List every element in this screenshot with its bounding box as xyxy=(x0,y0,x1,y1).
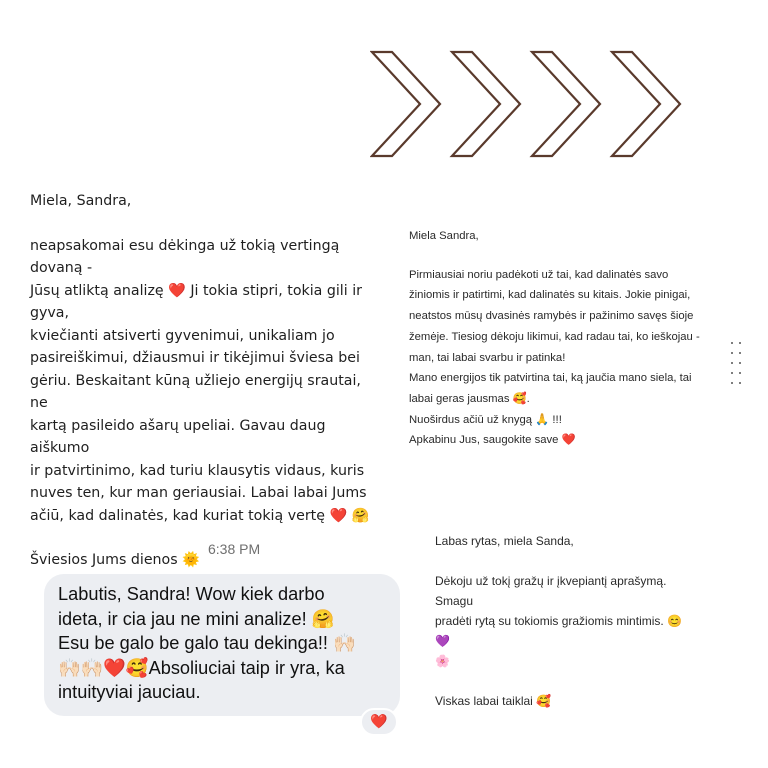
note3-body: Dėkoju už tokį gražų ir įkvepiantį aprašymą. Smagu pradėti rytą su tokiomis gražiomis mintimis. 😊💜 🌸 xyxy=(435,574,683,668)
note1-greeting: Miela, Sandra, xyxy=(30,193,132,209)
testimonial-note-3 xyxy=(435,531,695,711)
note3-closing: Viskas labai taiklai 🥰 xyxy=(435,694,552,708)
heart-reaction-badge[interactable] xyxy=(360,708,398,736)
note2-greeting: Miela Sandra, xyxy=(409,230,479,242)
message-bubble[interactable]: Labutis, Sandra! Wow kiek darbo ideta, ir cia jau ne mini analize! 🤗 Esu be galo be galo tau dekinga!! 🙌🏻 🙌🏻🙌🏻❤️🥰Absoliuciai taip ir yra, ka intuityviai jauciau. xyxy=(44,574,400,716)
chevron-arrows-decoration xyxy=(370,48,682,160)
testimonial-note-2 xyxy=(409,226,719,451)
chevron-icon xyxy=(452,52,520,156)
note2-body: Pirmiausiai noriu padėkoti už tai, kad dalinatės savo žiniomis ir patirtimi, kad dalinatės su kitais. Jokie pinigai, neatstos mūsų dvasinės ramybės ir pažinimo savęs šioje žemėje. Tiesiog dėkoju likimui, kad radau tai, ko ieškojau - man, tai labai svarbu ir patinka! Mano energijos tik patvirtina tai, ką jaučia mano siela, tai labai geras jausmas 🥰. Nuoširdus ačiū už knygą 🙏 !!! Apkabinu Jus, saugokite save ❤️ xyxy=(409,268,700,447)
dots-decoration xyxy=(729,340,743,392)
note1-body: neapsakomai esu dėkinga už tokią vertingą dovaną - Jūsų atliktą analizę ❤️ Ji tokia stipri, tokia gili ir gyva, kviečianti atsiverti gyvenimui, unikaliam jo pasireiškimui, džiausmui ir tikėjimui šviesa bei gėriu. Beskaitant kūną užliejo energijų srautai, ne kartą pasileido ašarų upeliai. Gavau daug aiškumo ir patvirtinimo, kad turiu klausytis vidaus, kuris nuves ten, kur man geriausiai. Labai labai Jums ačiū, kad dalinatės, kad kuriat tokią vertę ❤️ 🤗 xyxy=(30,237,370,524)
note1-closing: Šviesios Jums dienos 🌞 xyxy=(30,552,200,568)
note3-greeting: Labas rytas, miela Sanda, xyxy=(435,534,574,548)
message-timestamp: 6:38 PM xyxy=(208,541,261,557)
heart-icon: ❤️ xyxy=(370,714,388,730)
chevron-icon xyxy=(532,52,600,156)
chevron-icon xyxy=(612,52,680,156)
testimonial-note-1 xyxy=(30,190,375,572)
chevron-icon xyxy=(372,52,440,156)
